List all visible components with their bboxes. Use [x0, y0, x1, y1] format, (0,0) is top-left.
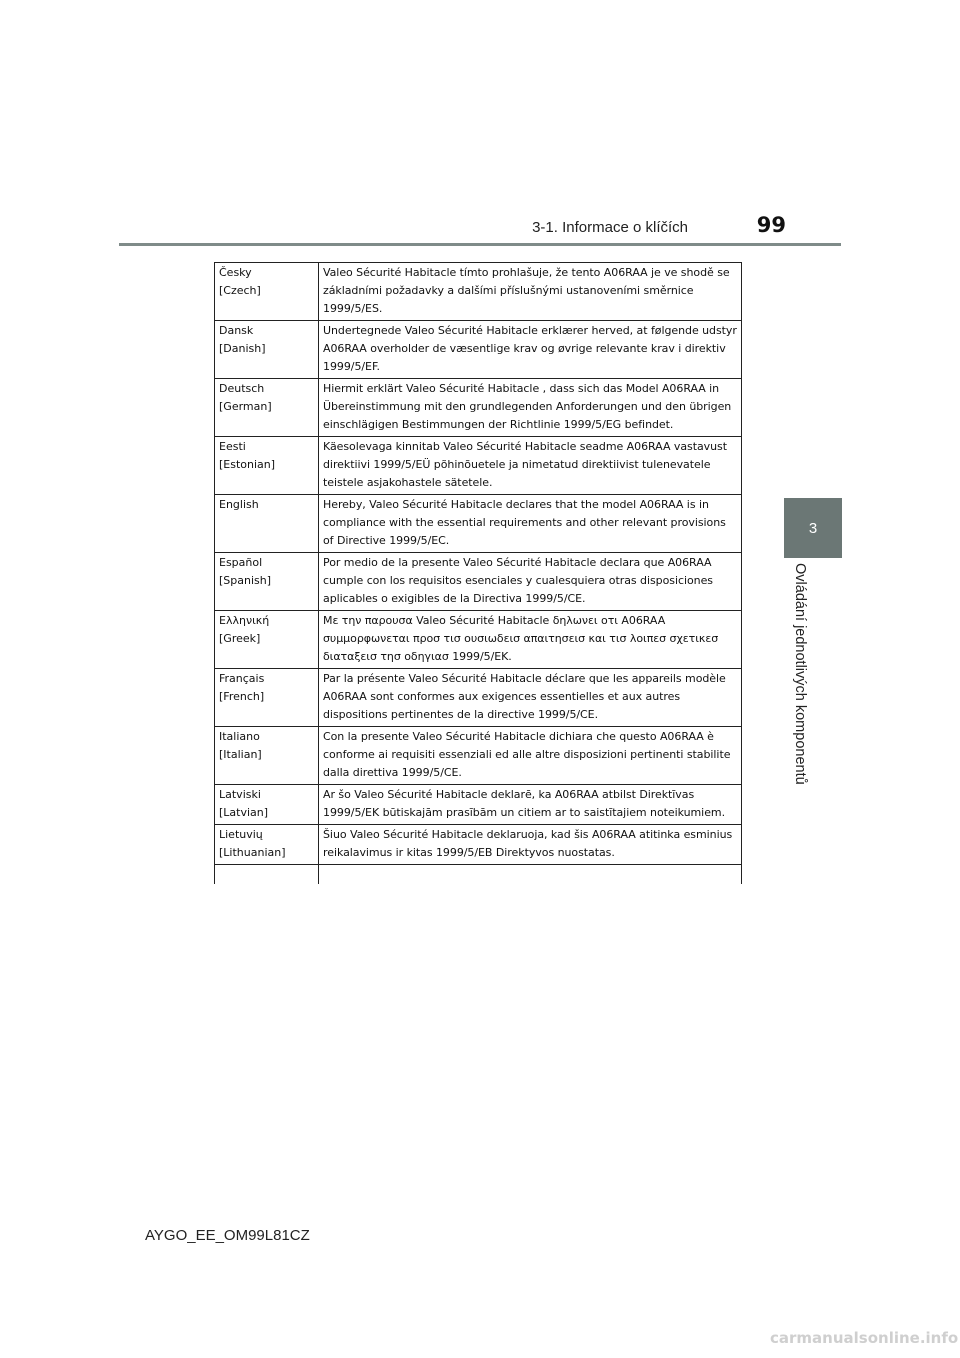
declaration-text: Con la presente Valeo Sécurité Habitacle dichiara che questo A06RAA è conforme ai requisiti essenziali ed alle altre disposizioni pertinenti stabilite dalla direttiva 1999/5/CE. — [319, 727, 742, 785]
language-english-name: [Danish] — [219, 342, 266, 355]
language-cell — [215, 611, 319, 669]
language-english-name: [Lithuanian] — [219, 846, 286, 859]
declaration-row — [215, 379, 742, 437]
chapter-number: 3 — [808, 519, 818, 537]
language-cell — [215, 785, 319, 825]
language-name: Latviski — [219, 788, 261, 801]
declarations-body — [215, 263, 742, 885]
declaration-row — [215, 727, 742, 785]
declaration-text: Par la présente Valeo Sécurité Habitacle déclare que les appareils modèle A06RAA sont conformes aux exigences essentielles et aux autres dispositions pertinentes de la directive 1999/5/CE. — [319, 669, 742, 727]
declaration-row — [215, 495, 742, 553]
page-number: 99 — [756, 213, 786, 237]
language-name: Français — [219, 672, 265, 685]
language-cell — [215, 379, 319, 437]
declaration-row — [215, 669, 742, 727]
chapter-tab — [784, 498, 842, 558]
language-cell — [215, 825, 319, 865]
language-name: Lietuvių — [219, 828, 263, 841]
declaration-text: Hiermit erklärt Valeo Sécurité Habitacle , dass sich das Model A06RAA in Übereinstimmung mit den grundlegenden Anforderungen und den übrigen einschlägigen Bestimmungen der Richtlinie 1999/5/EG befindet. — [319, 379, 742, 437]
language-name: Dansk — [219, 324, 254, 337]
declaration-text: Hereby, Valeo Sécurité Habitacle declares that the model A06RAA is in compliance with the essential requirements and other relevant provisions of Directive 1999/5/EC. — [319, 495, 742, 553]
declaration-row — [215, 611, 742, 669]
language-english-name: [French] — [219, 690, 265, 703]
empty-row — [215, 865, 742, 885]
language-name: English — [219, 498, 259, 511]
declaration-text: Ar šo Valeo Sécurité Habitacle deklarē, ka A06RAA atbilst Direktīvas 1999/5/EK būtiskajām prasībām un citiem ar to saistītajiem noteikumiem. — [319, 785, 742, 825]
declaration-text: Por medio de la presente Valeo Sécurité Habitacle declara que A06RAA cumple con los requisitos esenciales y cualesquiera otras disposiciones aplicables o exigibles de la Directiva 1999/5/CE. — [319, 553, 742, 611]
language-english-name: [German] — [219, 400, 272, 413]
language-name: Deutsch — [219, 382, 265, 395]
language-english-name: [Czech] — [219, 284, 261, 297]
language-english-name: [Latvian] — [219, 806, 269, 819]
language-name: Eesti — [219, 440, 246, 453]
language-cell — [215, 553, 319, 611]
chapter-title: Ovládání jednotlivých komponentů — [792, 563, 808, 785]
language-cell — [215, 437, 319, 495]
declaration-text: Valeo Sécurité Habitacle tímto prohlašuje, že tento A06RAA je ve shodě se základními požadavky a dalšími příslušnými ustanoveními směrnice 1999/5/ES. — [319, 263, 742, 321]
declaration-text: Šiuo Valeo Sécurité Habitacle deklaruoja, kad šis A06RAA atitinka esminius reikalavimus ir kitas 1999/5/EB Direktyvos nuostatas. — [319, 825, 742, 865]
section-title: 3-1. Informace o klíčích — [532, 219, 688, 236]
empty-cell — [319, 865, 742, 885]
declaration-row — [215, 437, 742, 495]
language-cell — [215, 727, 319, 785]
declaration-text: Käesolevaga kinnitab Valeo Sécurité Habitacle seadme A06RAA vastavust direktiivi 1999/5/EÜ põhinõuetele ja nimetatud direktiivist tulenevatele teistele asjakohastele sätetele. — [319, 437, 742, 495]
declaration-row — [215, 321, 742, 379]
declaration-text: Undertegnede Valeo Sécurité Habitacle erklærer herved, at følgende udstyr A06RAA overholder de væsentlige krav og øvrige relevante krav i direktiv 1999/5/EF. — [319, 321, 742, 379]
watermark: carmanualsonline.info — [770, 1329, 959, 1347]
language-name: Italiano — [219, 730, 260, 743]
declaration-row — [215, 263, 742, 321]
declaration-text: Με την παρουσα Valeo Sécurité Habitacle δηλωνει οτι A06RAA συμμορφωνεται προσ τισ ουσιωδεισ απαιτησεισ και τισ λοιπεσ σχετικεσ διαταξεισ τησ οδηγιασ 1999/5/ΕΚ. — [319, 611, 742, 669]
language-english-name: [Greek] — [219, 632, 261, 645]
declaration-row — [215, 785, 742, 825]
language-english-name: [Spanish] — [219, 574, 272, 587]
language-english-name: [Italian] — [219, 748, 262, 761]
language-english-name: [Estonian] — [219, 458, 276, 471]
manual-code: AYGO_EE_OM99L81CZ — [145, 1227, 310, 1244]
empty-cell — [215, 865, 319, 885]
language-cell — [215, 263, 319, 321]
declarations-table — [214, 262, 742, 884]
language-cell — [215, 495, 319, 553]
language-name: Ελληνική — [219, 614, 270, 627]
header-divider — [119, 243, 841, 246]
declaration-row — [215, 553, 742, 611]
language-name: Español — [219, 556, 263, 569]
declaration-row — [215, 825, 742, 865]
language-cell — [215, 669, 319, 727]
language-cell — [215, 321, 319, 379]
language-name: Česky — [219, 266, 252, 279]
